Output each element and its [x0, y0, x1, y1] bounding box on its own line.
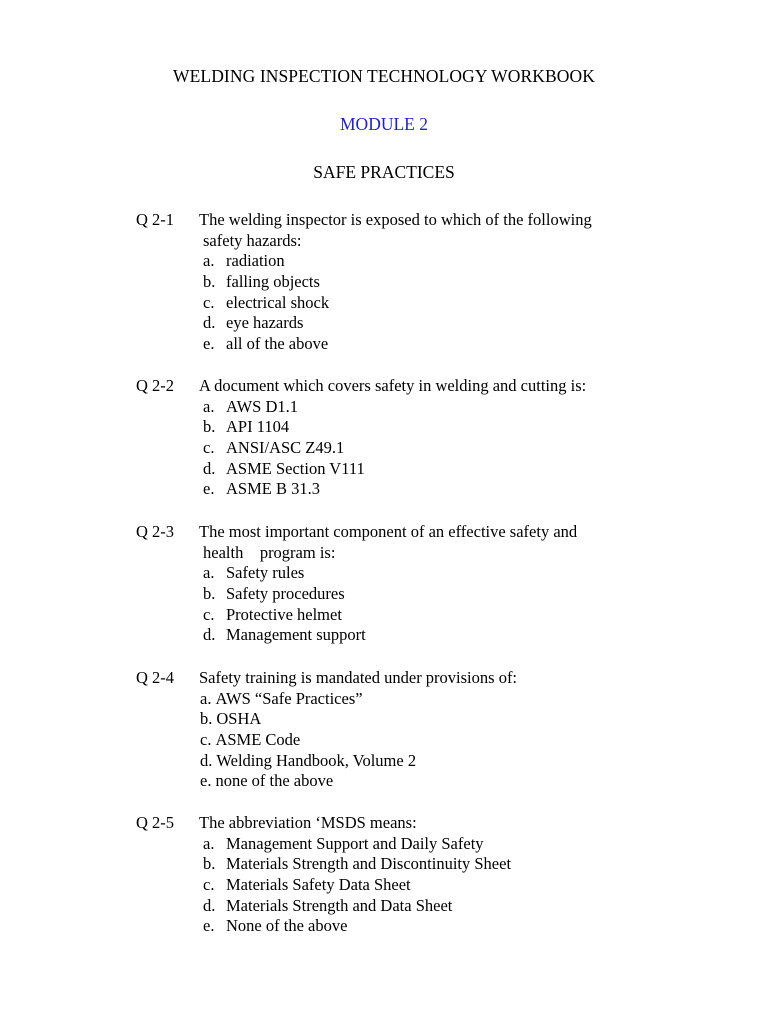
- answer-option: [203, 272, 329, 293]
- answer-option: [203, 313, 329, 334]
- answer-option: [203, 397, 365, 418]
- answer-options: [203, 563, 366, 646]
- option-letter: d.: [203, 625, 216, 645]
- option-letter: c.: [203, 438, 215, 458]
- option-text: Materials Strength and Discontinuity Sheet: [226, 854, 512, 874]
- answer-option: [203, 251, 329, 272]
- option-text: Welding Handbook, Volume 2: [216, 750, 417, 770]
- answer-option: [203, 479, 365, 500]
- option-text: AWS D1.1: [226, 396, 299, 416]
- option-letter: a.: [203, 251, 215, 271]
- question-text: The abbreviation ‘MSDS means:: [199, 813, 417, 832]
- answer-option: [203, 563, 366, 584]
- question-text-continuation: safety hazards:: [203, 230, 302, 250]
- option-text: Management Support and Daily Safety: [226, 833, 484, 853]
- option-text: Materials Safety Data Sheet: [226, 875, 411, 895]
- answer-option: [203, 438, 365, 459]
- answer-options: [203, 397, 365, 500]
- option-letter: b.: [203, 417, 216, 437]
- option-text: eye hazards: [226, 313, 304, 333]
- option-text: all of the above: [226, 334, 329, 354]
- option-letter: b.: [203, 272, 216, 292]
- answer-option: [200, 709, 416, 730]
- answer-option: [203, 625, 366, 646]
- option-text: OSHA: [216, 709, 262, 729]
- option-letter: d.: [203, 313, 216, 333]
- option-letter: c.: [203, 604, 215, 624]
- option-letter: b.: [200, 709, 213, 729]
- answer-option: [200, 689, 416, 710]
- question-text: Safety training is mandated under provisions of:: [199, 668, 518, 687]
- option-letter: c.: [203, 292, 215, 312]
- option-letter: c.: [200, 730, 212, 750]
- answer-option: [203, 854, 511, 875]
- answer-option: [203, 417, 365, 438]
- option-letter: a.: [203, 563, 215, 583]
- option-text: AWS “Safe Practices”: [215, 688, 363, 708]
- option-letter: e.: [203, 334, 215, 354]
- option-text: Materials Strength and Data Sheet: [226, 895, 453, 915]
- question-text: A document which covers safety in welding and cutting is:: [199, 376, 587, 395]
- section-title: SAFE PRACTICES: [313, 162, 455, 182]
- option-letter: c.: [203, 875, 215, 895]
- document-title: WELDING INSPECTION TECHNOLOGY WORKBOOK: [173, 66, 595, 86]
- option-letter: e.: [200, 771, 212, 791]
- option-letter: b.: [203, 584, 216, 604]
- answer-option: [200, 751, 416, 772]
- question-number: Q 2-5: [136, 813, 175, 832]
- answer-option: [200, 771, 416, 792]
- option-text: Protective helmet: [226, 604, 342, 624]
- question-text: The welding inspector is exposed to which of the following: [199, 210, 592, 229]
- answer-option: [200, 730, 416, 751]
- option-text: none of the above: [215, 771, 334, 791]
- answer-option: [203, 334, 329, 355]
- question-number: Q 2-4: [136, 668, 175, 687]
- option-text: ANSI/ASC Z49.1: [226, 438, 345, 458]
- option-letter: a.: [200, 688, 212, 708]
- option-letter: d.: [203, 895, 216, 915]
- option-letter: a.: [203, 833, 215, 853]
- option-text: ASME Section V111: [226, 458, 365, 478]
- question-number: Q 2-2: [136, 376, 175, 395]
- option-letter: a.: [203, 396, 215, 416]
- option-text: None of the above: [226, 916, 348, 936]
- option-text: radiation: [226, 251, 285, 271]
- answer-options: [203, 251, 329, 354]
- option-text: ASME Code: [215, 730, 301, 750]
- question-text-continuation: health program is:: [203, 542, 336, 562]
- option-letter: d.: [203, 458, 216, 478]
- module-title: MODULE 2: [340, 114, 428, 134]
- answer-option: [203, 916, 511, 937]
- option-text: Safety rules: [226, 563, 305, 583]
- option-text: falling objects: [226, 272, 320, 292]
- answer-option: [203, 896, 511, 917]
- option-text: Safety procedures: [226, 584, 345, 604]
- answer-option: [203, 605, 366, 626]
- answer-option: [203, 875, 511, 896]
- question-number: Q 2-1: [136, 210, 175, 229]
- question-text: The most important component of an effective safety and: [199, 522, 578, 541]
- option-letter: e.: [203, 916, 215, 936]
- answer-option: [203, 459, 365, 480]
- answer-option: [203, 834, 511, 855]
- option-letter: d.: [200, 750, 213, 770]
- option-text: API 1104: [226, 417, 290, 437]
- option-letter: b.: [203, 854, 216, 874]
- option-text: Management support: [226, 625, 366, 645]
- answer-option: [203, 293, 329, 314]
- option-text: electrical shock: [226, 292, 330, 312]
- option-letter: e.: [203, 479, 215, 499]
- question-number: Q 2-3: [136, 522, 175, 541]
- answer-options: [203, 834, 511, 937]
- answer-options: [200, 689, 416, 792]
- answer-option: [203, 584, 366, 605]
- option-text: ASME B 31.3: [226, 479, 320, 499]
